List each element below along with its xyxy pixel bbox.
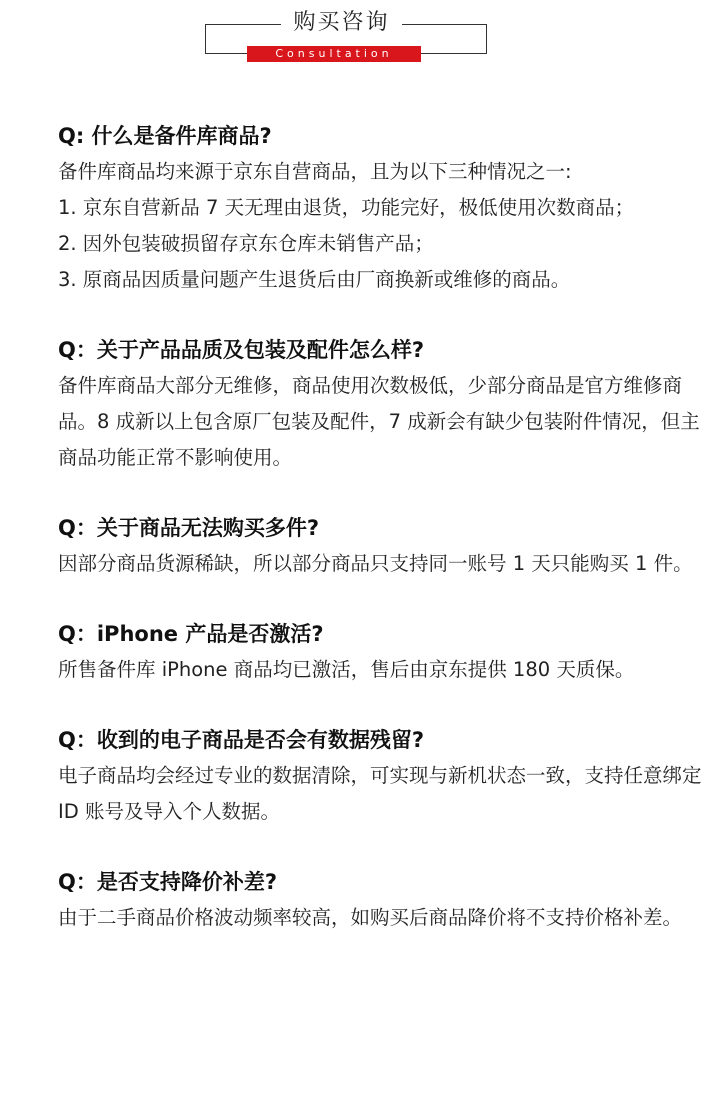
faq-answer	[58, 652, 703, 688]
faq-question: Q: 什么是备件库商品?	[58, 124, 272, 148]
faq-answer	[58, 900, 703, 936]
section-header	[0, 0, 720, 80]
faq-answer-line: 备件库商品均来源于京东自营商品，且为以下三种情况之一:	[58, 160, 572, 183]
faq-answer	[58, 546, 703, 582]
faq-answer-line: 所售备件库 iPhone 商品均已激活，售后由京东提供 180 天质保。	[58, 658, 635, 681]
faq-answer-line: 电子商品均会经过专业的数据清除，可实现与新机状态一致，支持任意绑定 ID 账号及导入个人数据。	[58, 764, 702, 823]
faq-answer-line: 因部分商品货源稀缺，所以部分商品只支持同一账号 1 天只能购买 1 件。	[58, 552, 693, 575]
faq-item	[58, 864, 703, 936]
faq-item	[58, 722, 703, 830]
faq-list	[58, 118, 703, 970]
faq-answer	[58, 368, 703, 476]
faq-answer-line: 2. 因外包装破损留存京东仓库未销售产品；	[58, 232, 434, 255]
faq-question: Q：是否支持降价补差?	[58, 870, 278, 894]
header-divider-left	[205, 24, 281, 25]
faq-question: Q：关于产品品质及包装及配件怎么样?	[58, 338, 425, 362]
faq-question: Q：关于商品无法购买多件?	[58, 516, 320, 540]
faq-answer-line: 由于二手商品价格波动频率较高，如购买后商品降价将不支持价格补差。	[58, 906, 683, 929]
header-subtitle-badge: Consultation	[247, 46, 421, 62]
faq-answer	[58, 758, 703, 830]
faq-item	[58, 616, 703, 688]
faq-answer-line: 备件库商品大部分无维修，商品使用次数极低，少部分商品是官方维修商品。8 成新以上包含原厂包装及配件，7 成新会有缺少包装附件情况，但主商品功能正常不影响使用。	[58, 374, 700, 469]
faq-item	[58, 332, 703, 476]
header-divider-right	[402, 24, 487, 25]
faq-question: Q：收到的电子商品是否会有数据残留?	[58, 728, 425, 752]
faq-item	[58, 510, 703, 582]
faq-question: Q：iPhone 产品是否激活?	[58, 622, 324, 646]
faq-answer-line: 1. 京东自营新品 7 天无理由退货，功能完好，极低使用次数商品；	[58, 196, 635, 219]
faq-answer-line: 3. 原商品因质量问题产生退货后由厂商换新或维修的商品。	[58, 268, 571, 291]
header-title: 购买咨询	[293, 10, 390, 35]
faq-answer	[58, 154, 703, 298]
faq-item	[58, 118, 703, 298]
